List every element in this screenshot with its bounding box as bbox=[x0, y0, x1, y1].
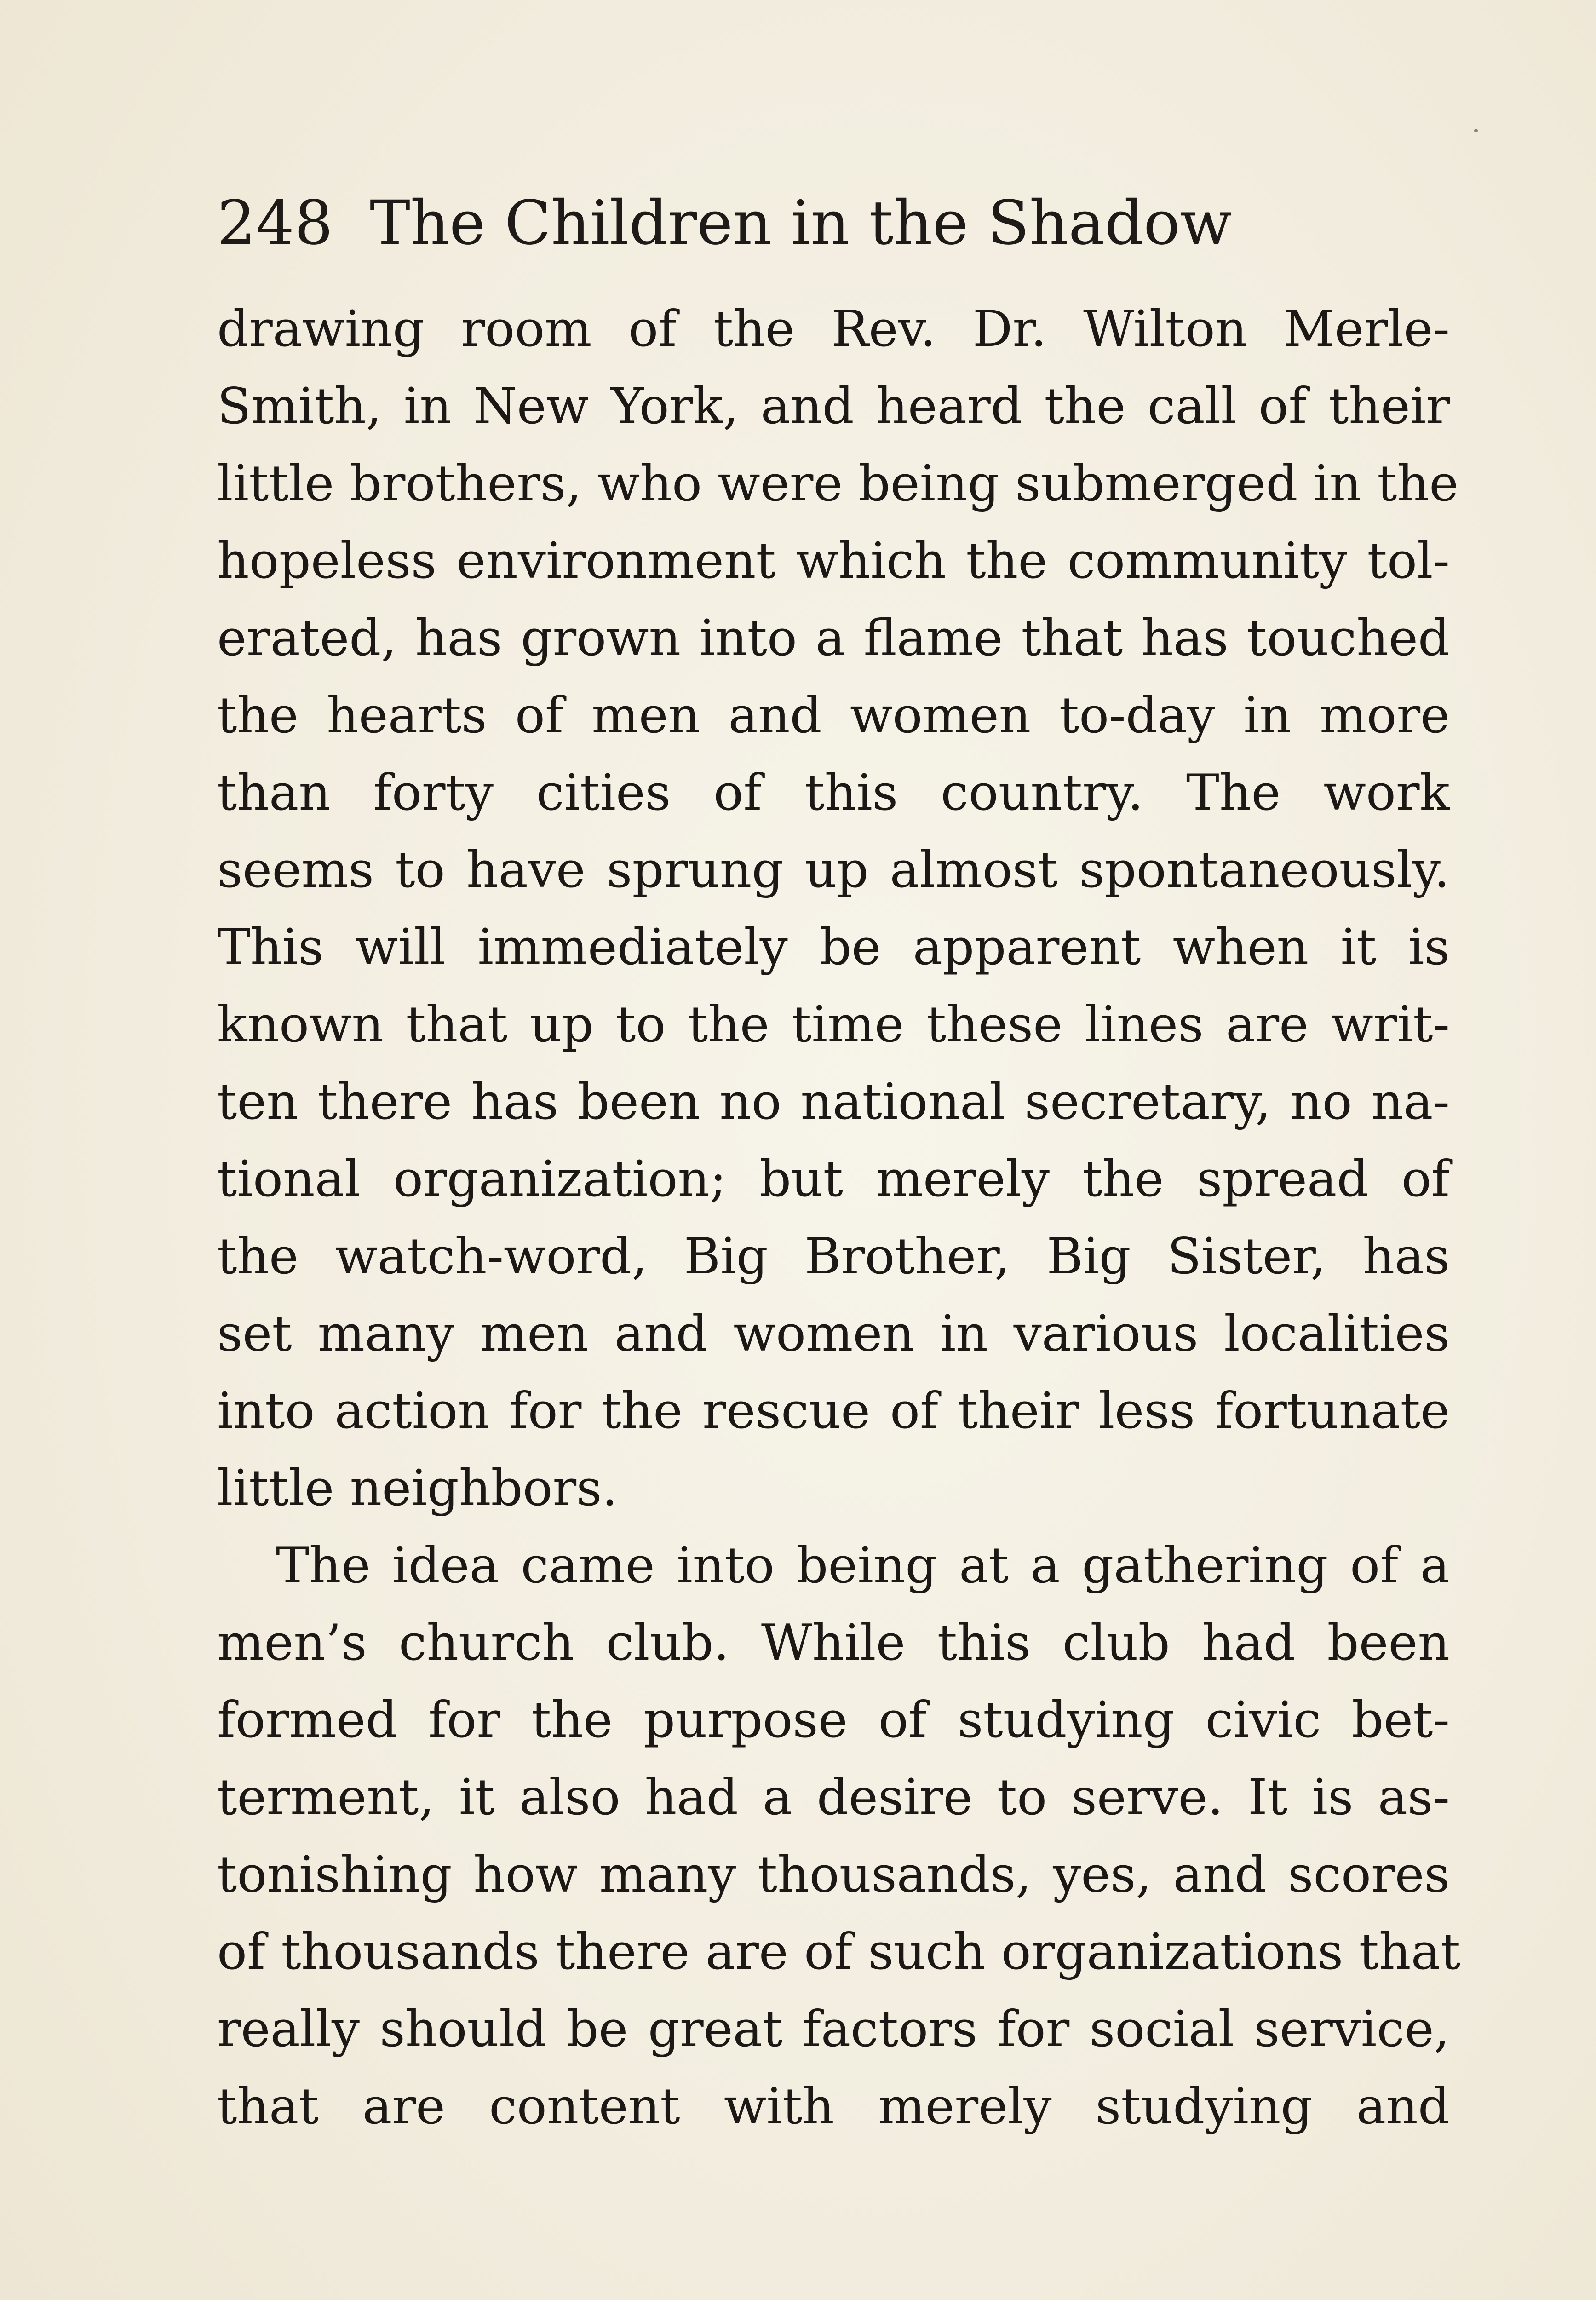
text-line: Smith, in New York, and heard the call of their bbox=[217, 378, 1450, 435]
paragraph-first-line: The idea came into being at a gathering of a bbox=[276, 1537, 1450, 1594]
text-line: the hearts of men and women to-day in more bbox=[217, 687, 1450, 744]
text-line: men’s church club. While this club had been bbox=[217, 1614, 1450, 1672]
paper-speck bbox=[1474, 129, 1478, 132]
page-number: 248 bbox=[217, 188, 333, 259]
text-line: set many men and women in various localities bbox=[217, 1305, 1450, 1363]
text-line: the watch-word, Big Brother, Big Sister, has bbox=[217, 1228, 1450, 1285]
book-title: The Children in the Shadow bbox=[369, 188, 1232, 259]
text-line: erated, has grown into a flame that has touched bbox=[217, 610, 1450, 667]
text-line: tonishing how many thousands, yes, and scores bbox=[217, 1846, 1450, 1903]
text-line: tional organization; but merely the spread of bbox=[217, 1150, 1450, 1208]
text-line: drawing room of the Rev. Dr. Wilton Merle- bbox=[217, 300, 1450, 358]
text-line: seems to have sprung up almost spontaneously. bbox=[217, 841, 1450, 899]
text-line: ten there has been no national secretary, no na- bbox=[217, 1073, 1450, 1131]
text-line: of thousands there are of such organizations that bbox=[217, 1923, 1461, 1981]
text-line: terment, it also had a desire to serve. It is as- bbox=[217, 1769, 1450, 1826]
text-line: little neighbors. bbox=[217, 1460, 618, 1517]
text-line: formed for the purpose of studying civic bet- bbox=[217, 1691, 1450, 1749]
text-line: than forty cities of this country. The work bbox=[217, 764, 1450, 822]
running-head bbox=[217, 177, 1413, 269]
text-line: hopeless environment which the community tol- bbox=[217, 532, 1450, 590]
text-line: little brothers, who were being submerged in the bbox=[217, 455, 1459, 512]
text-line: into action for the rescue of their less fortunate bbox=[217, 1382, 1450, 1440]
body-text bbox=[217, 291, 1461, 2145]
text-line: that are content with merely studying and bbox=[217, 2078, 1450, 2135]
text-line: This will immediately be apparent when it is bbox=[217, 919, 1450, 976]
text-line: known that up to the time these lines are writ- bbox=[217, 996, 1450, 1053]
text-line: really should be great factors for social service, bbox=[217, 2001, 1450, 2058]
